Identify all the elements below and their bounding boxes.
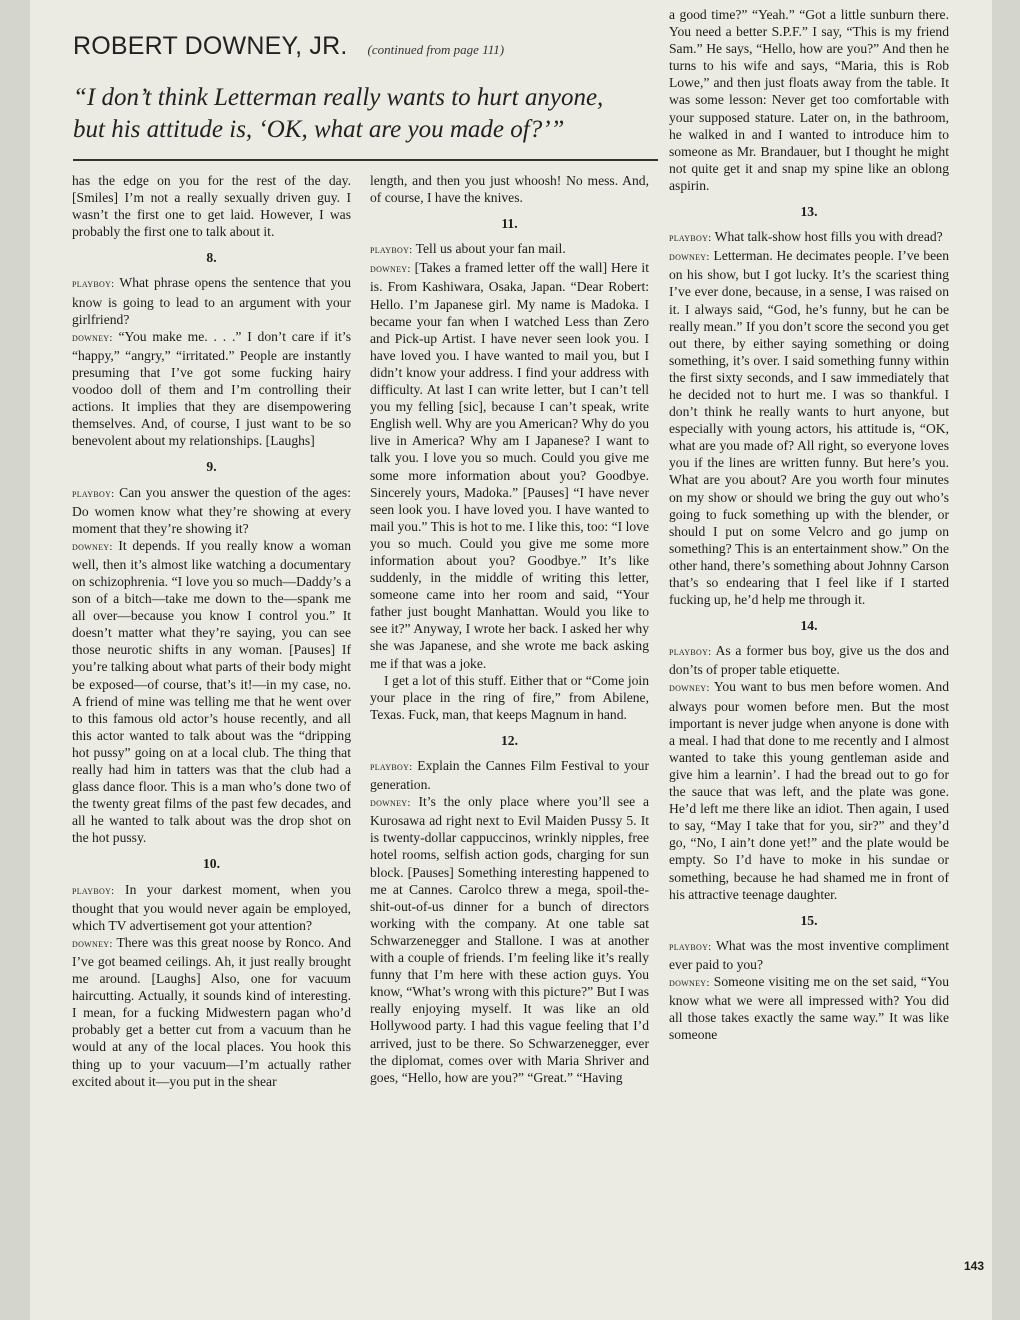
text-column-1: [72, 172, 351, 1090]
text-column-2: [370, 172, 649, 1086]
question: [72, 274, 351, 327]
question-text: Explain the Cannes Film Festival to your generation.: [370, 758, 649, 793]
continued-note: (continued from page 111): [367, 42, 505, 57]
question-text: Tell us about your fan mail.: [412, 241, 566, 257]
question-text: Can you answer the question of the ages: Do women know what they’re showing at every moment that they’re showing it?: [72, 484, 351, 536]
question-text: What talk-show host fills you with dread?: [711, 229, 943, 245]
speaker-label: downey:: [72, 331, 113, 344]
answer-text: It’s the only place where you’ll see a Kurosawa ad right next to Evil Maiden Pussy 5. It is twenty-dollar cappuccinos, wrinkly nipples, free hotel rooms, selfish action gods, charging for sun block. [Pauses] Something interesting happened to me at Cannes. Carolco threw a mega, spoil-the-shit-out-of-us dinner for a bunch of directors working with the company. At one table sat Schwarzenegger and Stallone. I was at another with a couple of friends. I’m feeling like it’s really funny that I’m here with these action guys. You know, “What’s wrong with this picture?” But I was really enjoying myself. It was like an old Hollywood party. I had this vague feeling that I’d arrived, just to be there. So Schwarzenegger, ever the diplomat, comes over with Maria Shriver and goes, “Hello, how are you?” “Great.” “Having: [370, 794, 649, 1085]
speaker-label: downey:: [669, 976, 710, 989]
speaker-label: playboy:: [370, 244, 413, 257]
answer: [669, 678, 949, 902]
question: [370, 757, 649, 793]
answer: [72, 537, 351, 847]
question: [669, 642, 949, 678]
page-number: 143: [964, 1259, 985, 1273]
question-number: 9.: [206, 459, 217, 475]
magazine-page: [30, 0, 992, 1320]
question-text: What phrase opens the sentence that you know is going to lead to an argument with your girlfriend?: [72, 275, 351, 327]
answer: [370, 793, 649, 1086]
question-number: 8.: [206, 250, 217, 266]
question: [669, 937, 949, 973]
answer-text: You want to bus men before women. And always pour women before men. But the most important is never judge when anyone is done with a meal. I had that done to me recently and I almost wanted to take this young gentleman aside and give him a learnin’. I had the bread out to go for the sauce that was left, and the plate was gone. He’d left me there like an idiot. Then again, I used to say, “May I take that for you, sir?” and they’d go, “No, I ain’t done yet!” and the plate would be empty. So I’d have to moke in his sundae or something, because he had shamed me in front of his attractive teenage daughter.: [669, 679, 949, 902]
speaker-label: downey:: [669, 251, 710, 264]
question: [72, 881, 351, 934]
speaker-label: downey:: [669, 682, 710, 695]
text-column-3: [669, 6, 949, 1043]
paragraph: a good time?” “Yeah.” “Got a little sunburn there. You need a better S.P.F.” I say, “This is my friend Sam.” He says, “Hello, how are you?” And then he turns to his wife and says, “Maria, this is Rob Lowe,” and then just floats away from the table. It was some lesson: Never get too comfortable with your supposed stature. Later on, in the bathroom, he walked in and I wanted to introduce him to someone as Mr. Brandauer, but I thought he might not quite get it and snap my spine like an oblong aspirin.: [669, 7, 949, 193]
question: [370, 240, 649, 259]
speaker-label: playboy:: [72, 278, 115, 291]
speaker-label: downey:: [72, 540, 113, 553]
paragraph: I get a lot of this stuff. Either that or “Come join your place in the ring of fire,” from Abilene, Texas. Fuck, man, that keeps Magnum in hand.: [370, 672, 649, 722]
speaker-label: downey:: [370, 263, 411, 276]
question-number: 13.: [800, 204, 818, 220]
speaker-label: playboy:: [72, 487, 115, 500]
question-number: 14.: [800, 618, 818, 634]
speaker-label: downey:: [370, 797, 411, 810]
question-number: 15.: [800, 912, 818, 928]
paragraph: has the edge on you for the rest of the day. [Smiles] I’m not a really sexually driven guy. I wasn’t the first one to get laid. However, I was probably the first one to talk about it.: [72, 173, 351, 240]
answer-text: [Takes a framed letter off the wall] Here it is. From Kashiwara, Osaka, Japan. “Dear Robert: Hello. I’m Japanese girl. My name is Madoka. I became your fan when I watched Less than Zero and Pick-up Artist. I have never seen look you. I have loved you. I have wanted to mail you, but I didn’t know your address. I find your address with difficulty. At last I can write letter, but I can’t tell you my felling [sic], because I can’t speak, write English well. Why are you American? Why do you live in America? Why am I Japanese? I want to talk you. I love you so much. Could you give me some more information about you? Goodbye. Sincerely yours, Madoka.” [Pauses] “I have never seen look you. I have loved you. I have wanted to mail you.” This is hot to me. I like this, too: “I love you so much. Could you give me some more information about you? Goodbye.” It’s like suddenly, in the middle of writing this letter, someone came into her room and said, “Your father just bought Manhattan. Would you like to see it?” Anyway, I wrote her back. I asked her why she was Japanese, and she wrote me back asking me if that was a joke.: [370, 260, 649, 671]
question-text: In your darkest moment, when you thought that you would never again be employed, which TV advertisement got your attention?: [72, 881, 351, 933]
article-title: ROBERT DOWNEY, JR.: [73, 32, 348, 60]
pull-quote-line-2: but his attitude is, ‘OK, what are you made of?’”: [73, 116, 565, 143]
speaker-label: playboy:: [669, 940, 712, 953]
answer-text: Someone visiting me on the set said, “You know what we were all impressed with? You did all those takes exactly the same way.” It was like someone: [669, 973, 949, 1043]
article-header: [73, 32, 658, 61]
paragraph: length, and then you just whoosh! No mess. And, of course, I have the knives.: [370, 173, 649, 206]
answer-text: It depends. If you really know a woman well, then it’s almost like watching a documentary on schizophrenia. “I love you so much—Daddy’s a son of a bitch—take me down to the—spank me all over—because you know I control you.” It doesn’t matter what they’re saying, you can see those neurotic shifts in any woman. [Pauses] If you’re talking about what parts of their body might be exposed—of course, that’s it!—in my case, no. A friend of mine was telling me that he went over to this famous old actor’s house recently, and all this actor wanted to talk about was the “dripping hot pussy” going on at a local club. The thing that really had him in tatters was that the club had a glass dance floor. This is a man who’s done two of the twenty great films of the past few decades, and all he wanted to talk about was the drop shot on the hot pussy.: [72, 537, 351, 846]
answer: [669, 247, 949, 608]
pull-quote: [73, 82, 658, 146]
answer: [72, 934, 351, 1090]
speaker-label: playboy:: [370, 761, 413, 773]
question: [72, 484, 351, 537]
question-number: 10.: [203, 856, 220, 872]
answer-text: There was this great noose by Ronco. And I’ve got beamed ceilings. Ah, it just really brought me around. [Laughs] Also, one for vacuum haircutting. Actually, it sounds kind of interesting. I mean, for a fucking Midwestern pagan who’d probably get a better cut from a vacuum than he would at any of the local places. You hook this thing up to your vacuum—I’m actually rather excited about it—you put in the shear: [72, 934, 351, 1089]
question-number: 12.: [501, 732, 518, 748]
question-number: 11.: [501, 216, 518, 232]
answer: [669, 973, 949, 1043]
question-text: What was the most inventive compliment ever paid to you?: [669, 937, 949, 972]
speaker-label: downey:: [72, 937, 113, 950]
answer-text: “You make me. . . .” I don’t care if it’s “happy,” “angry,” “irritated.” People are instantly presuming that I’ve got some fucking hairy voodoo doll of them and I’m controlling their actions. It implies that they are disempowering themselves. And, of course, I just want to be so benevolent about my relationships. [Laughs]: [72, 328, 351, 449]
answer-text: Letterman. He decimates people. I’ve been on his show, but I got lucky. It’s the scariest thing I’ve ever done, because, in a sense, I was raised on it. I always said, “God, he’s funny, but he can be really mean.” If you don’t score the second you get out there, by either saying something or doing something, it’s over. I said something funny within the first sixty seconds, and I saw immediately that he decided not to hurt me. I was so thankful. I don’t think he really wants to hurt anyone, but especially with young actors, his attitude is, “OK, what are you made of? All right, so everyone loves you if the lines are written funny. But here’s you. What are you about? Are you worth four minutes on my show or should we bring the guy out who’s going to fuck something up with the blender, or should I put on some Velcro and go jump on something? This is an entertainment show.” On the other hand, there’s something about Johnny Carson that’s so endearing that I feel like if I started fucking up, he’d help me through it.: [669, 248, 949, 608]
pull-quote-line-1: “I don’t think Letterman really wants to hurt anyone,: [73, 84, 604, 111]
speaker-label: playboy:: [72, 884, 115, 897]
question-text: As a former bus boy, give us the dos and don’ts of proper table etiquette.: [669, 643, 949, 678]
answer: [370, 259, 649, 671]
question: [669, 228, 949, 247]
answer: [72, 328, 351, 450]
speaker-label: playboy:: [669, 232, 712, 245]
speaker-label: playboy:: [669, 646, 712, 659]
header-rule: [73, 159, 658, 161]
